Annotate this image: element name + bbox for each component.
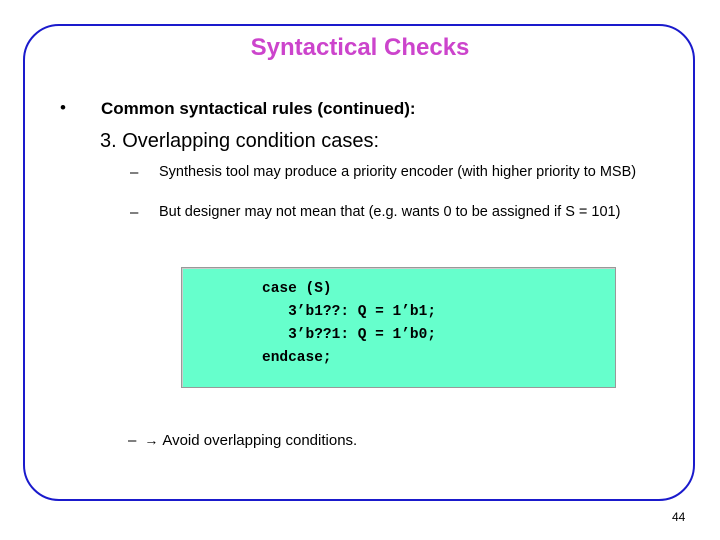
code-line: case (S) bbox=[262, 281, 332, 297]
arrow-right-icon: → bbox=[144, 432, 159, 448]
code-line: endcase; bbox=[262, 350, 332, 366]
slide-title: Syntactical Checks bbox=[250, 34, 470, 61]
subheading: 3. Overlapping condition cases: bbox=[100, 130, 380, 152]
sub-item: But designer may not mean that (e.g. wants 0 to be assigned if S = 101) bbox=[159, 204, 621, 220]
sub-item-marker: – bbox=[130, 204, 139, 221]
conclusion-marker: – bbox=[128, 432, 137, 449]
bullet-text: Common syntactical rules (continued): bbox=[101, 99, 416, 118]
conclusion-text: Avoid overlapping conditions. bbox=[162, 432, 358, 449]
sub-item: Synthesis tool may produce a priority encoder (with higher priority to MSB) bbox=[159, 164, 637, 180]
code-line: 3’b??1: Q = 1’b0; bbox=[262, 327, 437, 343]
bullet-marker: • bbox=[60, 98, 66, 117]
code-block bbox=[262, 278, 436, 370]
sub-item-marker: – bbox=[130, 164, 139, 181]
conclusion bbox=[128, 432, 357, 449]
code-line: 3’b1??: Q = 1’b1; bbox=[262, 304, 437, 320]
slide-frame bbox=[23, 24, 695, 501]
page-number: 44 bbox=[672, 510, 686, 524]
